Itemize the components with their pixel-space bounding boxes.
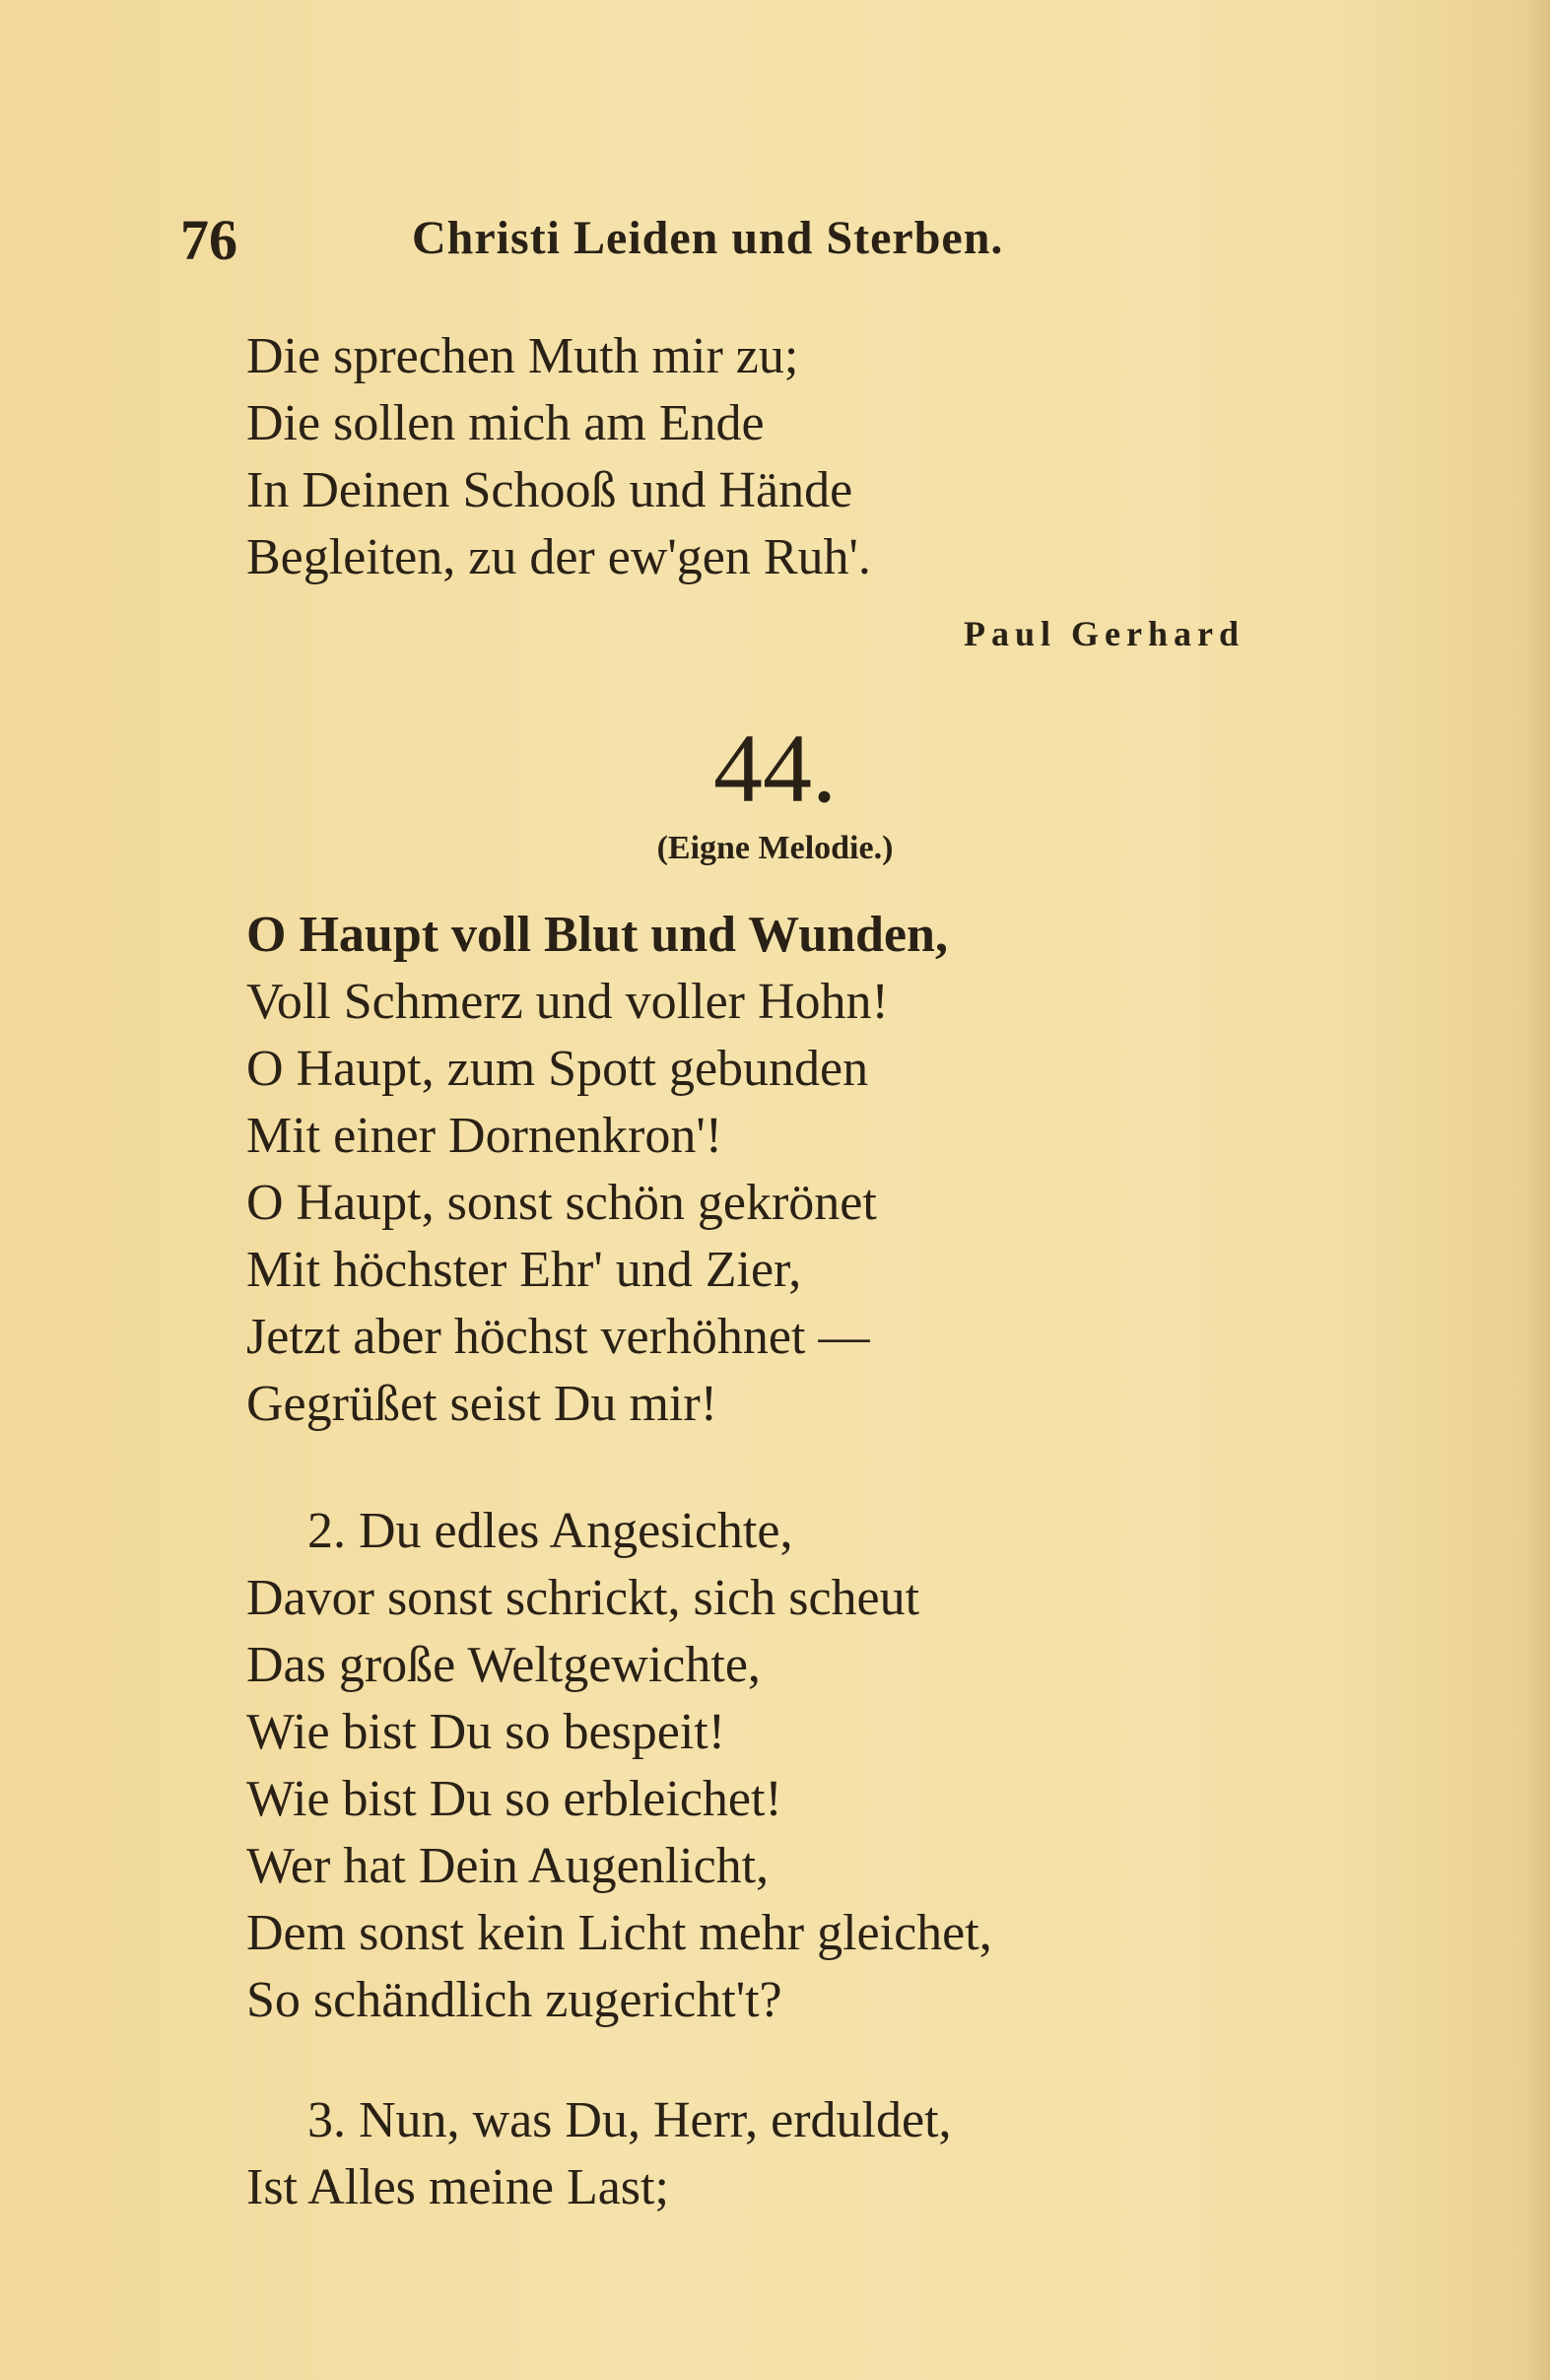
hymn-number: 44.: [713, 714, 837, 823]
verse-line: So schändlich zugericht't?: [246, 1972, 782, 2028]
verse-line: O Haupt, zum Spott gebunden: [246, 1041, 869, 1097]
verse-line: Mit einer Dornenkron'!: [246, 1108, 723, 1164]
stanza-3: [246, 2087, 952, 2221]
verse-line: O Haupt voll Blut und Wunden,: [246, 907, 948, 963]
page-header: [180, 207, 1097, 276]
verse-line: Jetzt aber höchst verhöhnet —: [246, 1309, 870, 1365]
stanza-1: [246, 902, 948, 1438]
verse-line: Das große Weltgewichte,: [246, 1637, 761, 1693]
page-edge-shadow: [1524, 0, 1550, 2380]
verse-line-numbered: [246, 1498, 992, 1565]
verse-line: Voll Schmerz und voller Hohn!: [246, 974, 889, 1030]
author-name: Paul Gerhard: [964, 614, 1245, 653]
stanza-2: [246, 1498, 992, 2034]
verse-line: Mit höchster Ehr' und Zier,: [246, 1242, 802, 1298]
stanza-number: 3.: [307, 2092, 346, 2148]
closing-stanza: [246, 323, 871, 591]
verse-line: Die sollen mich am Ende: [246, 395, 765, 451]
verse-line-numbered: [246, 2087, 952, 2154]
page-number: 76: [180, 208, 237, 272]
stanza-number: 2.: [307, 1503, 346, 1559]
running-title: Christi Leiden und Sterben.: [412, 212, 1004, 264]
verse-line: Wer hat Dein Augenlicht,: [246, 1838, 770, 1894]
verse-line: In Deinen Schooß und Hände: [246, 462, 853, 518]
verse-line: Begleiten, zu der ew'gen Ruh'.: [246, 529, 871, 585]
verse-line: Ist Alles meine Last;: [246, 2159, 669, 2215]
melody-note: (Eigne Melodie.): [656, 830, 894, 866]
verse-line: Davor sonst schrickt, sich scheut: [246, 1570, 920, 1626]
verse-line: Dem sonst kein Licht mehr gleichet,: [246, 1905, 992, 1961]
verse-line-text: Du edles Angesichte,: [359, 1503, 793, 1559]
verse-line-text: Nun, was Du, Herr, erduldet,: [359, 2092, 952, 2148]
verse-line: Wie bist Du so erbleichet!: [246, 1771, 782, 1827]
verse-line: Gegrüßet seist Du mir!: [246, 1376, 718, 1432]
verse-line: O Haupt, sonst schön gekrönet: [246, 1175, 877, 1231]
verse-line: Wie bist Du so bespeit!: [246, 1704, 726, 1760]
verse-line: Die sprechen Muth mir zu;: [246, 328, 799, 384]
